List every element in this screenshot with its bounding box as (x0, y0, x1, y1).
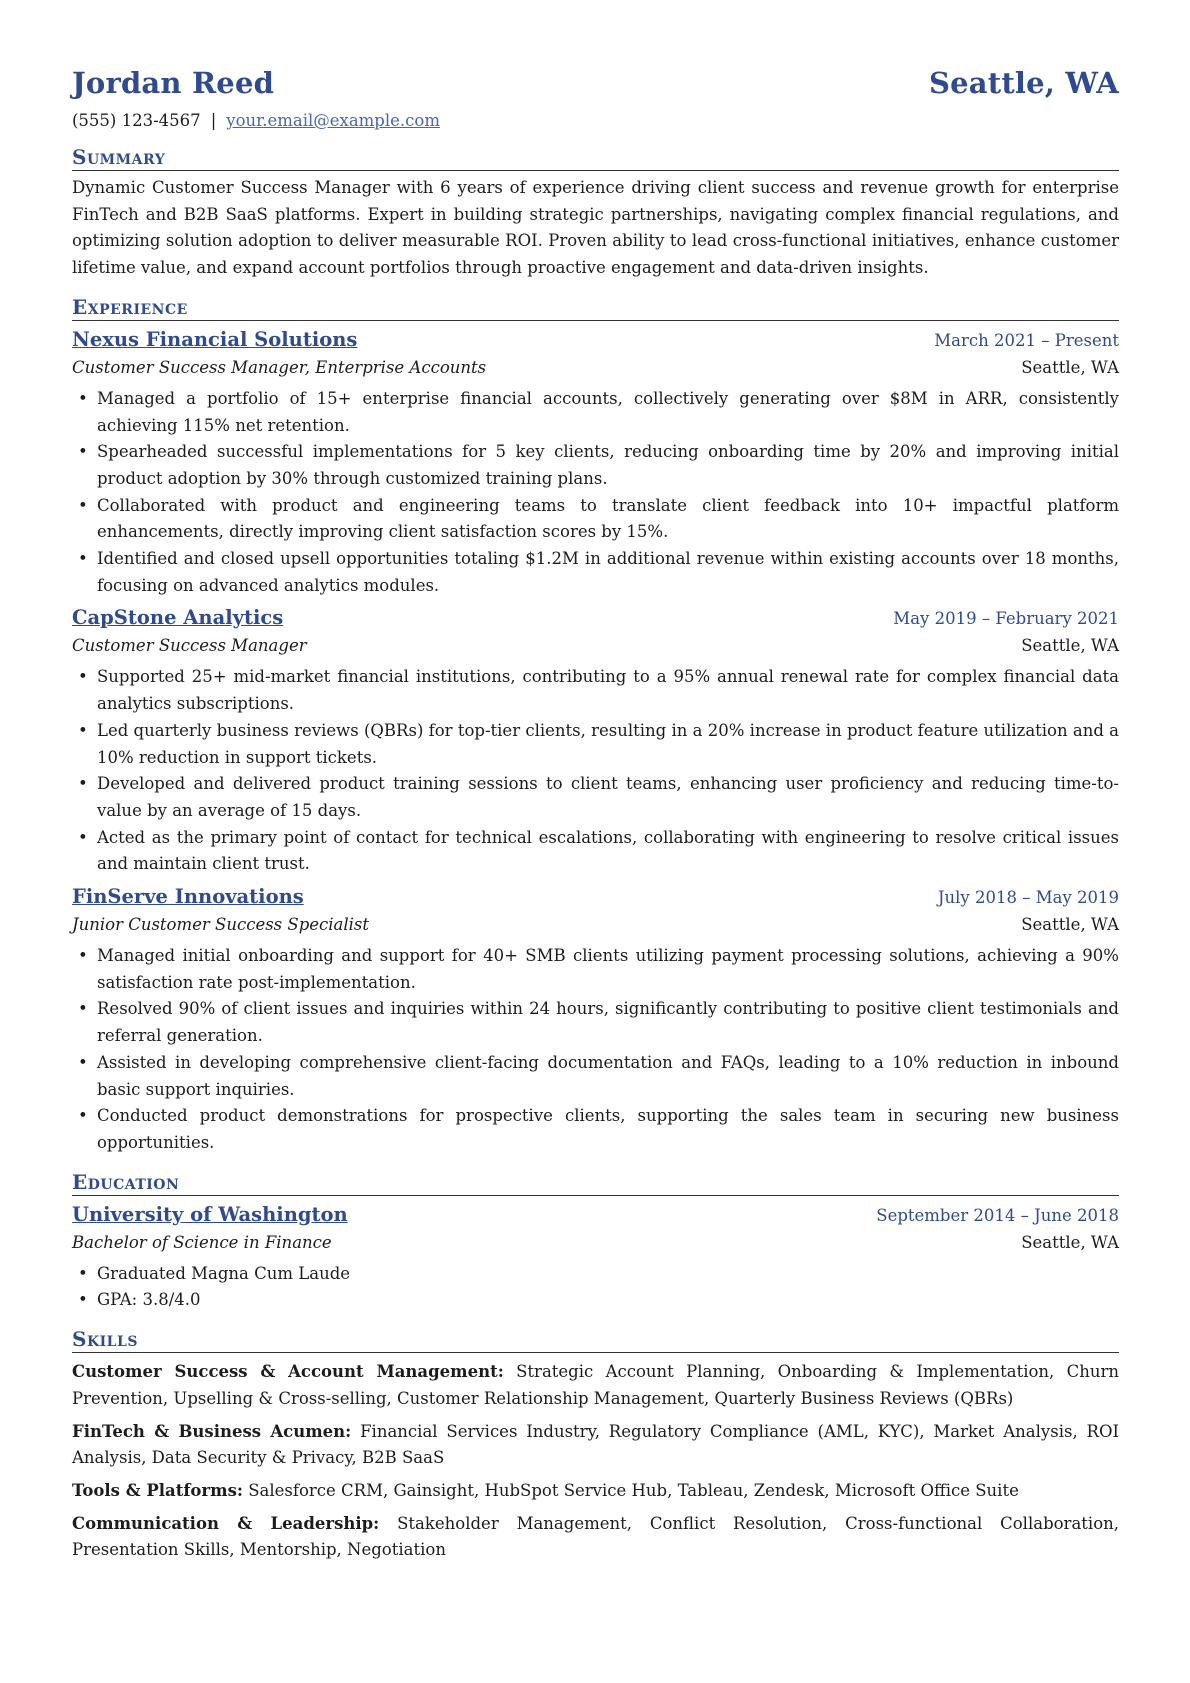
bullet-item: • Graduated Magna Cum Laude (72, 1261, 1119, 1288)
skill-group (72, 1359, 1119, 1412)
job-subheader (72, 354, 1119, 382)
education-bullets (72, 1261, 1119, 1314)
skill-group (72, 1419, 1119, 1472)
skill-group-items: Salesforce CRM, Gainsight, HubSpot Service Hub, Tableau, Zendesk, Microsoft Office Suite (248, 1480, 1019, 1500)
resume-header (72, 66, 1119, 100)
job-dates: March 2021 – Present (934, 330, 1119, 350)
bullet-item: • GPA: 3.8/4.0 (72, 1287, 1119, 1314)
candidate-location: Seattle, WA (928, 66, 1119, 100)
job-bullets (72, 943, 1119, 1157)
bullet-item: • Led quarterly business reviews (QBRs) for top-tier clients, resulting in a 20% increase in product feature utilization and a 10% reduction in support tickets. (72, 718, 1119, 771)
job-entry (72, 883, 1119, 1157)
bullet-item: • Acted as the primary point of contact for technical escalations, collaborating with engineering to resolve critical issues and maintain client trust. (72, 825, 1119, 878)
contact-separator: | (210, 111, 217, 130)
job-entry (72, 604, 1119, 878)
contact-line (72, 110, 1119, 132)
job-title: Junior Customer Success Specialist (72, 915, 370, 935)
skill-group-items: Stakeholder Management, Conflict Resolution, Cross-functional Collaboration, Presentation Skills, Mentorship, Negotiation (72, 1513, 1119, 1560)
job-header (72, 883, 1119, 911)
job-entry (72, 326, 1119, 600)
bullet-item: • Supported 25+ mid-market financial institutions, contributing to a 95% annual renewal rate for complex financial data analytics subscriptions. (72, 664, 1119, 717)
bullet-item: • Resolved 90% of client issues and inquiries within 24 hours, significantly contributing to positive client testimonials and referral generation. (72, 996, 1119, 1049)
job-dates: July 2018 – May 2019 (937, 888, 1119, 908)
job-subheader (72, 632, 1119, 660)
skill-group-label: Tools & Platforms: (72, 1480, 243, 1500)
job-header (72, 604, 1119, 632)
skills-section (72, 1327, 1119, 1564)
job-header (72, 326, 1119, 354)
company-name: Nexus Financial Solutions (72, 327, 358, 351)
job-location: Seattle, WA (1021, 357, 1119, 377)
bullet-item: • Identified and closed upsell opportunities totaling $1.2M in additional revenue within existing accounts over 18 months, focusing on advanced analytics modules. (72, 546, 1119, 599)
job-subheader (72, 911, 1119, 939)
bullet-item: • Collaborated with product and engineering teams to translate client feedback into 10+ impactful platform enhancements, directly improving client satisfaction scores by 15%. (72, 493, 1119, 546)
skill-group (72, 1511, 1119, 1564)
company-name: FinServe Innovations (72, 885, 304, 909)
bullet-item: • Conducted product demonstrations for prospective clients, supporting the sales team in securing new business opportunities. (72, 1103, 1119, 1156)
bullet-item: • Managed initial onboarding and support for 40+ SMB clients utilizing payment processing solutions, achieving a 90% satisfaction rate post-implementation. (72, 943, 1119, 996)
company-name: CapStone Analytics (72, 606, 284, 630)
skill-group-items: Financial Services Industry, Regulatory Compliance (AML, KYC), Market Analysis, ROI Analysis, Data Security & Privacy, B2B SaaS (72, 1421, 1119, 1468)
summary-heading: Summary (72, 145, 1119, 171)
job-title: Customer Success Manager (72, 636, 307, 656)
job-dates: May 2019 – February 2021 (893, 609, 1119, 629)
job-bullets (72, 664, 1119, 878)
bullet-item: • Developed and delivered product training sessions to client teams, enhancing user proficiency and reducing time-to-value by an average of 15 days. (72, 771, 1119, 824)
skill-group (72, 1478, 1119, 1505)
skill-group-label: FinTech & Business Acumen: (72, 1421, 352, 1441)
education-location: Seattle, WA (1021, 1232, 1119, 1252)
bullet-item: • Assisted in developing comprehensive client-facing documentation and FAQs, leading to a 10% reduction in inbound basic support inquiries. (72, 1050, 1119, 1103)
bullet-item: • Managed a portfolio of 15+ enterprise financial accounts, collectively generating over $8M in ARR, consistently achieving 115% net retention. (72, 386, 1119, 439)
education-header (72, 1201, 1119, 1229)
job-location: Seattle, WA (1021, 915, 1119, 935)
job-location: Seattle, WA (1021, 636, 1119, 656)
education-section (72, 1170, 1119, 1314)
skill-group-items: Strategic Account Planning, Onboarding & Implementation, Churn Prevention, Upselling & Cross-selling, Customer Relationship Management, Quarterly Business Reviews (QBRs) (72, 1362, 1120, 1408)
summary-section (72, 145, 1119, 282)
skill-group-label: Customer Success & Account Management: (72, 1362, 504, 1382)
summary-text: Dynamic Customer Success Manager with 6 years of experience driving client success and revenue growth for enterprise FinTech and B2B SaaS platforms. Expert in building strategic partnerships, navigating complex financial regulations, and optimizing solution adoption to deliver measurable ROI. Proven ability to lead cross-functional initiatives, enhance customer lifetime value, and expand account portfolios through proactive engagement and data-driven insights. (72, 178, 1119, 278)
skills-heading: Skills (72, 1327, 1119, 1353)
job-title: Customer Success Manager, Enterprise Accounts (72, 357, 487, 377)
experience-heading: Experience (72, 295, 1119, 321)
candidate-name: Jordan Reed (72, 66, 275, 100)
job-bullets (72, 386, 1119, 600)
education-heading: Education (72, 1170, 1119, 1196)
education-dates: September 2014 – June 2018 (876, 1205, 1119, 1225)
bullet-item: • Spearheaded successful implementations for 5 key clients, reducing onboarding time by 20% and improving initial product adoption by 30% through customized training plans. (72, 439, 1119, 492)
skill-group-label: Communication & Leadership: (72, 1513, 380, 1533)
phone-number: (555) 123-4567 (72, 111, 201, 130)
education-subheader (72, 1229, 1119, 1257)
experience-section (72, 295, 1119, 1157)
email-link[interactable]: your.email@example.com (226, 111, 440, 130)
school-name: University of Washington (72, 1202, 348, 1226)
degree-name: Bachelor of Science in Finance (72, 1232, 332, 1252)
